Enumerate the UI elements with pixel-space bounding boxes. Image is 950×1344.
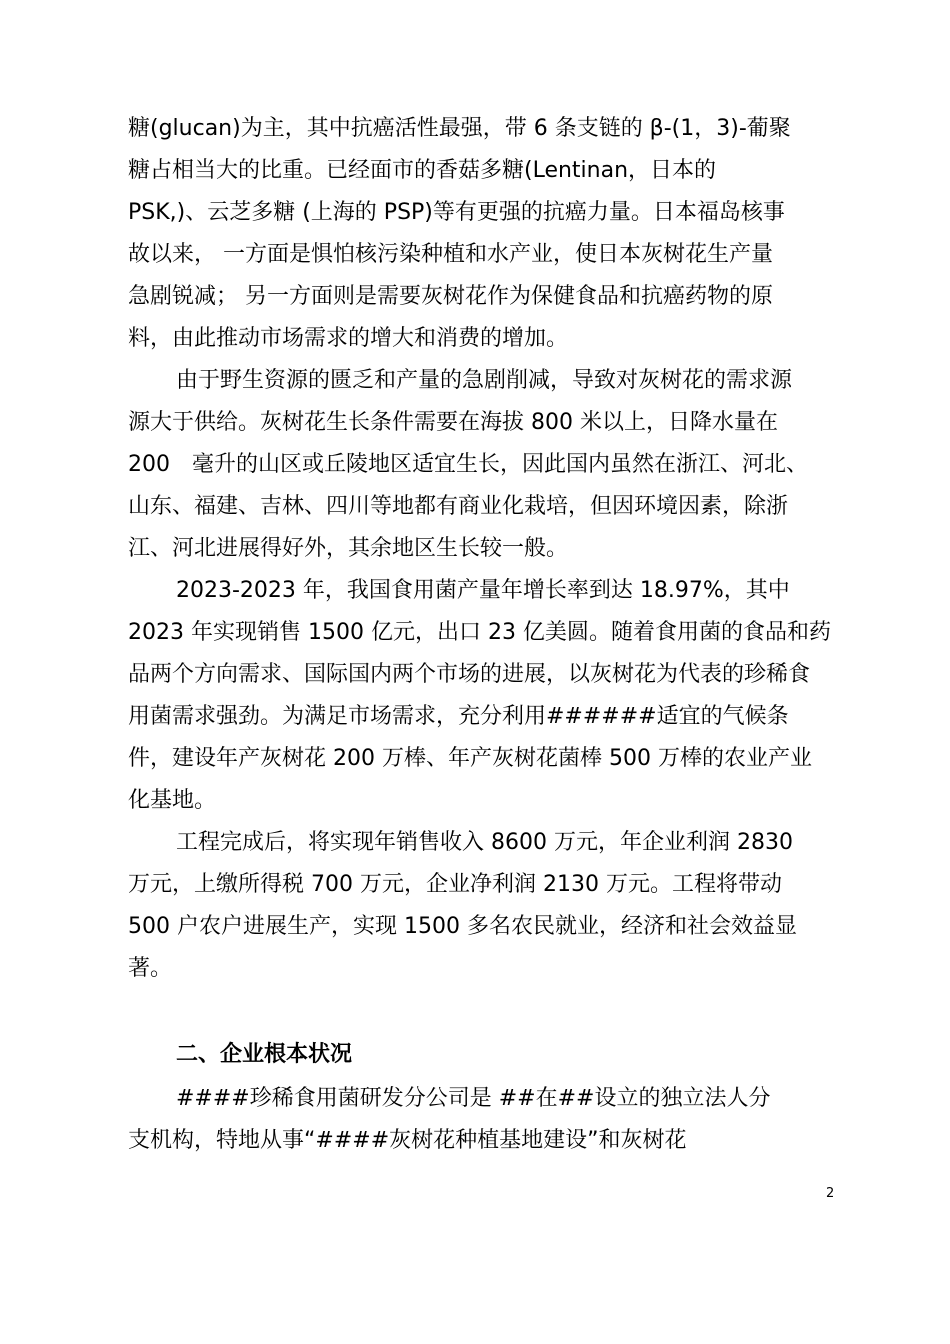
- text-line: 由于野生资源的匮乏和产量的急剧削减，导致对灰树花的需求源: [176, 368, 793, 393]
- text-line: 500 户农户进展生产，实现 1500 多名农民就业，经济和社会效益显: [128, 914, 797, 939]
- text-line: 件，建设年产灰树花 200 万棒、年产灰树花菌棒 500 万棒的农业产业: [128, 746, 812, 771]
- text-line: 2023 年实现销售 1500 亿元，出口 23 亿美圆。随着食用菌的食品和药: [128, 620, 831, 645]
- text-line: 用菌需求强劲。为满足市场需求，充分利用######适宜的气候条: [128, 704, 789, 729]
- text-line: 万元，上缴所得税 700 万元，企业净利润 2130 万元。工程将带动: [128, 872, 782, 897]
- text-line: 急剧锐减； 另一方面则是需要灰树花作为保健食品和抗癌药物的原: [128, 284, 773, 309]
- text-line: 料，由此推动市场需求的增大和消费的增加。: [128, 326, 569, 351]
- text-line: 品两个方向需求、国际国内两个市场的进展，以灰树花为代表的珍稀食: [128, 662, 811, 687]
- text-line: 200 毫升的山区或丘陵地区适宜生长，因此国内虽然在浙江、河北、: [128, 452, 808, 477]
- section-heading: 二、企业根本状况: [176, 1042, 353, 1067]
- text-line: 糖(glucan)为主，其中抗癌活性最强，带 6 条支链的 β-(1，3)-葡聚: [128, 116, 791, 141]
- text-line: 2023-2023 年，我国食用菌产量年增长率到达 18.97%，其中: [176, 578, 790, 603]
- text-line: 糖占相当大的比重。已经面市的香菇多糖(Lentinan，日本的: [128, 158, 717, 183]
- page-number: 2: [826, 1186, 835, 1201]
- text-line: 化基地。: [128, 788, 217, 813]
- text-line: PSK,)、云芝多糖 (上海的 PSP)等有更强的抗癌力量。日本福岛核事: [128, 200, 785, 225]
- text-line: 江、河北进展得好外，其余地区生长较一般。: [128, 536, 569, 561]
- text-line: 源大于供给。灰树花生长条件需要在海拔 800 米以上，日降水量在: [128, 410, 778, 435]
- text-line: 支机构，特地从事“####灰树花种植基地建设”和灰树花: [128, 1128, 687, 1153]
- text-line: 山东、福建、吉林、四川等地都有商业化栽培，但因环境因素，除浙: [128, 494, 789, 519]
- text-line: ####珍稀食用菌研发分公司是 ##在##设立的独立法人分: [176, 1086, 771, 1111]
- text-line: 故以来， 一方面是惧怕核污染种植和水产业，使日本灰树花生产量: [128, 242, 773, 267]
- text-line: 工程完成后，将实现年销售收入 8600 万元，年企业利润 2830: [176, 830, 793, 855]
- text-line: 著。: [128, 956, 173, 981]
